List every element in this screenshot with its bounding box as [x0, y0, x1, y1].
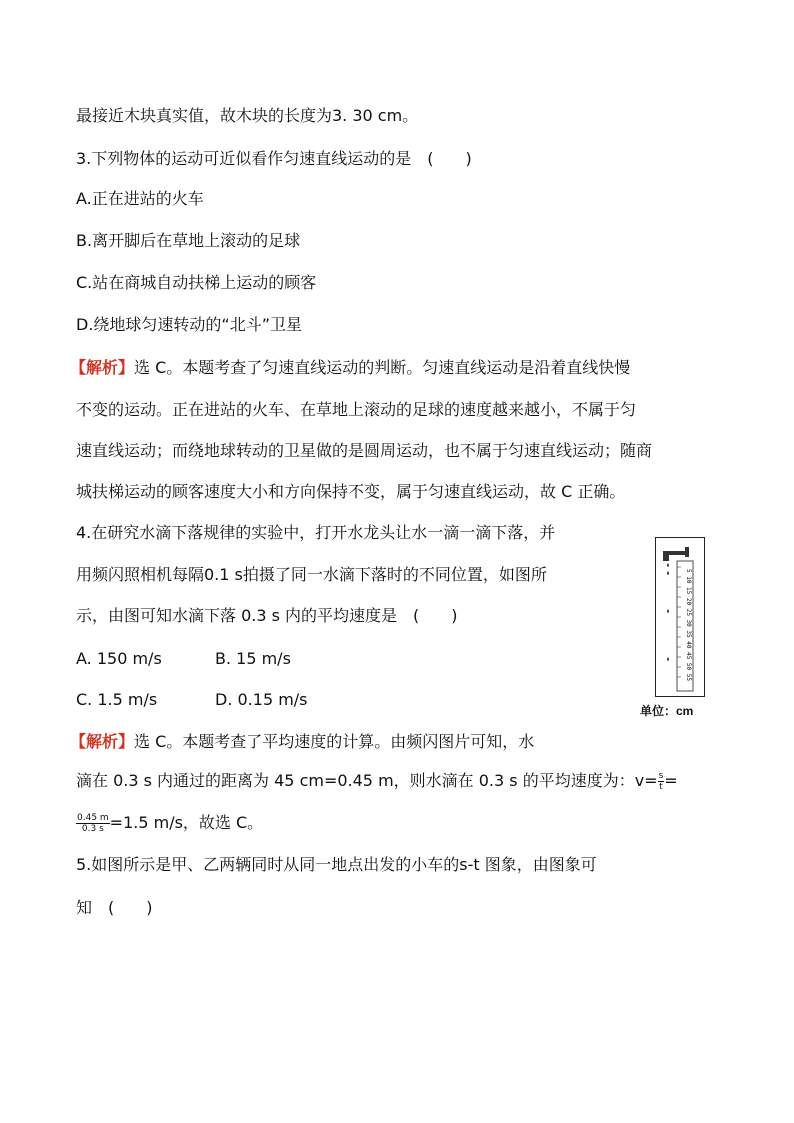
velocity-fraction-tail: =	[664, 771, 678, 790]
q3-analysis-line-4: 城扶梯运动的顾客速度大小和方向保持不变，属于匀速直线运动，故 C 正确。	[76, 482, 626, 501]
ruler-drawing	[655, 537, 705, 697]
q4-analysis-text-2: 滴在 0.3 s 内通过的距离为 45 cm=0.45 m，则水滴在 0.3 s 的平均速度为：v=	[76, 771, 658, 790]
q3-analysis-tag: 【解析】	[70, 358, 135, 377]
q3-stem: 3.下列物体的运动可近似看作匀速直线运动的是 ( )	[76, 149, 472, 168]
value-fraction-den: 0.3 s	[81, 824, 104, 834]
q4-option-b: B. 15 m/s	[215, 649, 291, 668]
q3-analysis-text-1: 选 C。本题考查了匀速直线运动的判断。匀速直线运动是沿着直线快慢	[134, 358, 631, 377]
velocity-fraction-den: t	[659, 782, 663, 792]
q4-stem-line-2: 用频闪照相机每隔0.1 s拍摄了同一水滴下落时的不同位置，如图所	[76, 565, 547, 584]
q5-stem-line-1: 5.如图所示是甲、乙两辆同时从同一地点出发的小车的s-t 图象，由图象可	[76, 855, 597, 874]
q4-option-d: D. 0.15 m/s	[215, 690, 308, 709]
q3-analysis-line-2: 不变的运动。正在进站的火车、在草地上滚动的足球的速度越来越小，不属于匀	[76, 400, 637, 419]
ruler-tick-labels: 5 10 15 20 25 30 35 40 45 50 55	[685, 569, 692, 681]
q3-option-b: B.离开脚后在草地上滚动的足球	[76, 231, 301, 250]
velocity-fraction-num: s	[658, 771, 664, 781]
value-fraction-tail: =1.5 m/s，故选 C。	[109, 813, 264, 832]
q4-option-c: C. 1.5 m/s	[76, 690, 158, 709]
q4-analysis-tag: 【解析】	[70, 732, 135, 751]
value-fraction-num: 0.45 m	[77, 813, 109, 823]
intro-line: 最接近木块真实值，故木块的长度为3. 30 cm。	[76, 106, 419, 125]
q4-stem-line-3: 示，由图可知水滴下落 0.3 s 内的平均速度是 ( )	[76, 606, 458, 625]
q3-option-a: A.正在进站的火车	[76, 189, 204, 208]
figure-caption: 单位：cm	[640, 704, 694, 718]
q5-stem-line-2: 知 ( )	[76, 898, 153, 917]
q4-analysis-text-1: 选 C。本题考查了平均速度的计算。由频闪图片可知，水	[134, 732, 535, 751]
q4-stem-line-1: 4.在研究水滴下落规律的实验中，打开水龙头让水一滴一滴下落，并	[76, 523, 556, 542]
q3-analysis-line-3: 速直线运动；而绕地球转动的卫星做的是圆周运动，也不属于匀速直线运动；随商	[76, 441, 653, 460]
value-fraction	[76, 813, 110, 834]
q3-analysis-line-1	[70, 357, 630, 379]
q4-analysis-line-2	[76, 770, 678, 792]
q3-option-d: D.绕地球匀速转动的“北斗”卫星	[76, 315, 302, 334]
q4-option-a: A. 150 m/s	[76, 649, 162, 668]
water-drop-ruler-figure	[655, 537, 705, 697]
q4-analysis-line-3	[76, 812, 263, 834]
q4-analysis-line-1	[70, 731, 534, 753]
q3-option-c: C.站在商城自动扶梯上运动的顾客	[76, 273, 317, 292]
